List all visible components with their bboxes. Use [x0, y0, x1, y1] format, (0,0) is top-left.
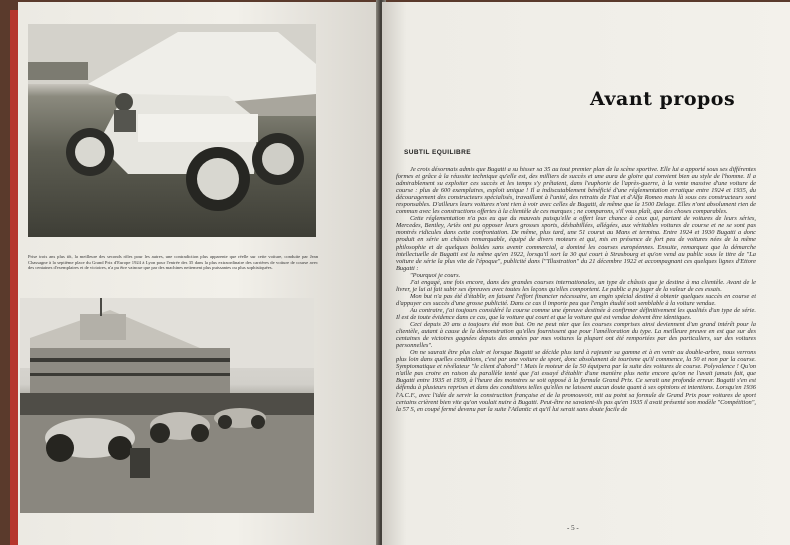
paragraph: "Pourquoi je cours.	[410, 271, 461, 279]
paragraph: On ne saurait être plus clair et lorsque Bugatti se décide plus tard à rajeunir sa gamme et à en venir au double-arbre, nous verrons plus loin dans quelles conditions, c'est par une voiture de sport, donc absolument de tourisme qu'il commence, la 50 et non par la course. Symptomatique et révélateur "le client d'abord" ! Mais le moteur de la 50 équipera par la suite des voitures de course. Polyvalence ! Qu'on n'aille pas croire en raison du parallèle tenté que j'ai essayé d'établir d'une manière plus nette encore qu'on ne l'avait jamais fait, que Bugatti entre 1935 et 1939, à l'heure des monstres se soit opposé à la formule Grand Prix. Ce serait une profonde erreur. Bugatti s'en est défendu à plusieurs reprises et dans des conditions telles qu'elles ne laissent aucun doute quant à ses opinions et intentions. Lorsqu'en 1936 l'A.C.F., avec l'idée de servir la construction française et de la promouvoir, mit au point sa formule de Grand Prix pour voitures de sport certains crièrent bien vite qu'on voulait nuire à Bugatti. Peut-être ne savaient-ils pas qu'en 1935 il avait présenté son modèle "Compétition", la 57 S, en coupé fermé devenu par la suite l'Atlantic et qu'il lui serait sans doute facile de	[396, 349, 756, 413]
book-cover-edge	[10, 10, 18, 545]
photo-caption: Prise trois ans plus tôt, la meilleure des seconds rôles pour les autres, une contradiction plus apparente que réelle sur cette voiture, conduite par Jean Chassagne à la septième place du Grand Prix d'Europe 1924 à Lyon pour l'entrée des 35 dans la plus extraordinaire des carrières de voiture de course avec des centaines d'exemplaires et de victoires, n'a pu être vaincue que par des machines nettement plus puissantes ou plus sophistiquées.	[28, 254, 318, 271]
page-title: Avant propos	[590, 88, 736, 110]
paragraph: Mon but n'a pas été d'établir, en faisant l'effort financier nécessaire, un engin spécial destiné à obtenir quelques succès en course et d'appuyer ces succès d'une grosse publicité. Dans ce cas il importe peu que l'engin étudié soit semblable à la voiture vendue.	[396, 292, 756, 307]
paragraph: J'ai engagé, une fois encore, dans des grandes courses internationales, un type de châssis que je destine à ma clientèle. Avant de le livrer, je lui ai fait subir ses épreuves avec toutes les leçons qu'elles comportent. Le public a pu juger de la valeur de ces essais.	[396, 278, 756, 293]
photo-grandstand-race-start	[20, 298, 314, 513]
photo-grandstand-drawing	[20, 298, 314, 513]
photo-race-car-driver	[28, 24, 316, 237]
page-number: - 5 -	[567, 524, 579, 532]
paragraph: Cette réglementation n'a pas eu que du mauvais puisqu'elle a offert leur chance à ceux qui, partant de voitures de leurs séries, Mercedes, Bentley, Ariès ont pu opposer leurs grosses sports, déshabillées, allégées, aux véritables voitures de course et ne se sont pas montrés ridicules dans cette confrontation. De même, plus tard, une 51 courut au Mans et termina. Entre 1924 et 1930 Bugatti a donc produit en série un châssis remarquable, équipé de divers moteurs et qui, mis en présence de fort peu de voitures nées de la même philosophie et de quelques bolides sans avenir commercial, a dominé les courses européennes. Ensuite, remarquez que la démarche intellectuelle de Bugatti est la même qu'en 1922, lorsqu'il sort la 30 qui court à Strasbourg et qu'on vend au public sous le titre de "La voiture de série la plus vite de l'époque", publicité dans l'"Illustration" du 21 décembre 1922 et accompagnant ces quelques lignes d'Ettore Bugatti :	[396, 215, 756, 272]
paragraph: Je crois désormais admis que Bugatti a su hisser sa 35 au tout premier plan de la scène sportive. Elle lui a apporté sous ses différentes formes et grâce à la réussite technique qu'elle est, des milliers de succès et une aura de gloire qui convient bien au style de l'homme. Il a admirablement su exploiter ces succès et les temps s'y prêtaient, dans l'euphorie de l'après-guerre, à la vente massive d'une voiture de course : plus de 600 exemplaires, exploit unique ! Il a indiscutablement bénéficié d'une réglementation erratique entre 1924 et 1935, du découragement des constructeurs spécialisés, travaillant à l'unité, des retraits de Fiat et d'Alfa Romeo mais là sous ces constructeurs sont responsables. D'ailleurs leurs voitures n'ont rien à voir avec celles de Bugatti, de même que la 1500 Delage. Elles n'ont absolument rien de commun avec les constructions offertes à la clientèle de ces marques ; ne comparons, s'il vous plaît, que des choses comparables.	[396, 166, 756, 216]
paragraph: Ceci depuis 20 ans a toujours été mon but. On ne peut nier que les courses comprises ainsi deviennent d'un grand intérêt pour la clientèle, autant à cause de la démonstration qu'elles fournissent que pour l'amélioration du type. La meilleure preuve en est que sur des centaines de victoires gagnées depuis des années par mes voitures la plupart ont été remportées par des particuliers, sur des voitures personnelles".	[396, 321, 756, 350]
paragraph: Au contraire, j'ai toujours considéré la course comme une épreuve destinée à confirmer définitivement les qualités d'un type de série. Il est de toute évidence dans ce cas, que la voiture qui court et que la voiture qui est vendue doivent être identiques.	[396, 306, 756, 321]
section-heading: SUBTIL EQUILIBRE	[404, 149, 471, 156]
photo-race-car-drawing	[28, 24, 316, 237]
body-text	[396, 166, 756, 518]
